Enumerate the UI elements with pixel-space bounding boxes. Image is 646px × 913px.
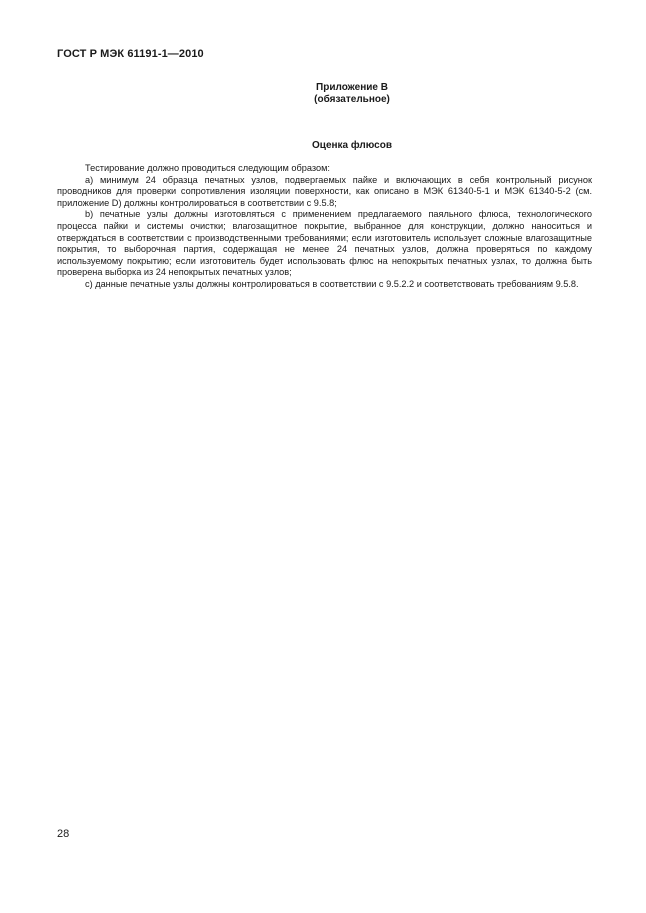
page-number: 28 <box>57 828 70 840</box>
paragraph-intro: Тестирование должно проводиться следующим образом: <box>85 163 330 173</box>
section-title: Оценка флюсов <box>312 140 392 151</box>
annex-status: (обязательное) <box>314 94 390 105</box>
document-header: ГОСТ Р МЭК 61191-1—2010 <box>57 48 204 60</box>
paragraph-item-a: а) минимум 24 образца печатных узлов, подвергаемых пайке и включающих в себя контрольный рисунок проводников для проверки сопротивления изоляции поверхности, как описано в МЭК 61340-5-1 и МЭК 61340-5-2 (см. приложение D) должны контролироваться в соответствии с 9.5.8; <box>57 174 592 208</box>
paragraph-item-b: b) печатные узлы должны изготовляться с применением предлагаемого паяльного флюса, технологического процесса пайки и системы очистки; влагозащитное покрытие, выбранное для конструкции, должно наноситься и отверждаться в соответствии с производственными требованиями; если изготовитель использует сложные влагозащитные покрытия, то выборочная партия, содержащая не менее 24 печатных узлов, должна проверяться по каждому используемому покрытию; если изготовитель будет использовать флюс на непокрытых печатных узлах, то должна быть проверена выборка из 24 непокрытых печатных узлов; <box>57 209 592 278</box>
body-text <box>57 163 592 291</box>
paragraph-item-c: c) данные печатные узлы должны контролироваться в соответствии с 9.5.2.2 и соответствовать требованиям 9.5.8. <box>85 278 579 289</box>
annex-title: Приложение В <box>316 82 388 93</box>
